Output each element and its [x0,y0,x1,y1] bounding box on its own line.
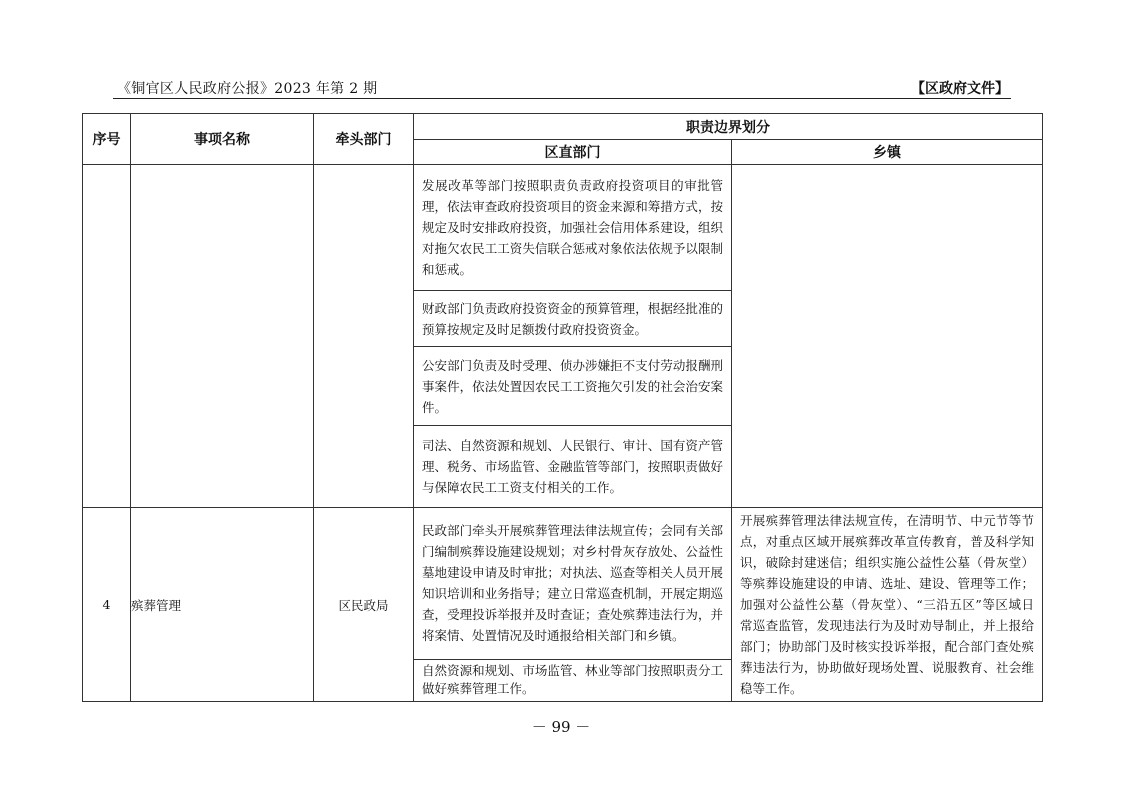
bulletin-title: 《铜官区人民政府公报》2023 年第 2 期 [117,81,378,97]
district-duty-cell [414,347,732,426]
district-duty-cell [414,165,732,291]
header-district: 区直部门 [414,140,732,165]
town-duty-cell [732,508,1043,702]
page-number: － 99 － [531,718,591,736]
header-item: 事项名称 [131,114,314,165]
header-town: 乡镇 [732,140,1043,165]
row-lead-dept: 区民政局 [314,508,414,702]
town-duty-text: 开展殡葬管理法律法规宣传，在清明节、中元节等节点，对重点区域开展殡葬改革宣传教育，普及科学知识，破除封建迷信；组织实施公益性公墓（骨灰堂）等殡葬设施建设的申请、选址、建设、管理等工作；加强对公益性公墓（骨灰堂）、“三沿五区”等区域日常巡查监管，发现违法行为及时劝导制止，并上报给部门；协助部门及时核实投诉举报，配合部门查处殡葬违法行为，协助做好现场处置、说服教育、社会维稳等工作。 [740,513,1034,696]
row-index: 4 [83,508,131,702]
header-divider [113,98,1011,99]
district-duty-cell [414,426,732,508]
district-duty-text: 司法、自然资源和规划、人民银行、审计、国有资产管理、税务、市场监管、金融监管等部门，按照职责做好与保障农民工工资支付相关的工作。 [422,438,723,495]
prev-lead-cell [314,165,414,508]
table-row [83,165,1043,291]
district-duty-cell [414,508,732,660]
district-duty-text: 发展改革等部门按照职责负责政府投资项目的审批管理，依法审查政府投资项目的资金来源和筹措方式，按规定及时安排政府投资，加强社会信用体系建设，组织对拖欠农民工工资失信联合惩戒对象依法依规予以限制和惩戒。 [422,178,723,277]
header-row-1 [83,114,1043,140]
table-row [83,508,1043,660]
prev-item-cell [131,165,314,508]
header-duty-split: 职责边界划分 [414,114,1043,140]
district-duty-cell [414,659,732,701]
district-duty-text: 自然资源和规划、市场监管、林业等部门按照职责分工做好殡葬管理工作。 [422,663,723,697]
header-lead: 牵头部门 [314,114,414,165]
duty-table [82,113,1043,702]
header-index: 序号 [83,114,131,165]
district-duty-text: 公安部门负责及时受理、侦办涉嫌拒不支付劳动报酬刑事案件，依法处置因农民工工资拖欠引发的社会治安案件。 [422,357,723,415]
prev-town-cell [732,165,1043,508]
prev-index-cell [83,165,131,508]
district-duty-text: 民政部门牵头开展殡葬管理法律法规宣传；会同有关部门编制殡葬设施建设规划；对乡村骨灰存放处、公益性墓地建设申请及时审批；对执法、巡查等相关人员开展知识培训和业务指导；建立日常巡查机制，开展定期巡查，受理投诉举报并及时查证；查处殡葬违法行为，并将案情、处置情况及时通报给相关部门和乡镇。 [422,523,723,644]
section-label: 【区政府文件】 [911,81,1009,97]
district-duty-text: 财政部门负责政府投资资金的预算管理，根据经批准的预算按规定及时足额拨付政府投资资金。 [422,300,723,337]
district-duty-cell [414,291,732,347]
row-item-name: 殡葬管理 [131,508,314,702]
